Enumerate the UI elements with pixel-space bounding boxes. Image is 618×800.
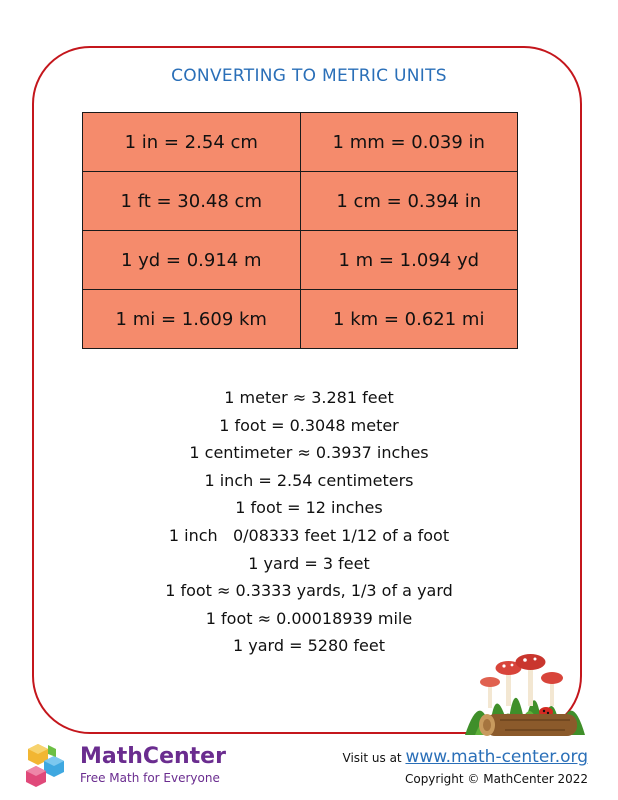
table-row	[83, 172, 518, 231]
table-cell: 1 km = 0.621 mi	[300, 290, 518, 349]
fact-line: 1 foot ≈ 0.00018939 mile	[205, 608, 413, 628]
table-cell: 1 mi = 1.609 km	[83, 290, 301, 349]
table-cell: 1 in = 2.54 cm	[83, 113, 301, 172]
fact-line: 1 yard = 3 feet	[248, 553, 370, 573]
table-cell: 1 mm = 0.039 in	[300, 113, 518, 172]
table-cell: 1 m = 1.094 yd	[300, 231, 518, 290]
website-link[interactable]: www.math-center.org	[405, 747, 588, 767]
fact-line: 1 foot ≈ 0.3333 yards, 1/3 of a yard	[165, 581, 453, 601]
mushroom-log-icon	[460, 640, 590, 740]
page-title: CONVERTING TO METRIC UNITS	[171, 66, 447, 86]
table-cell: 1 cm = 0.394 in	[300, 172, 518, 231]
visit-label: Visit us at	[342, 751, 402, 765]
fact-line: 1 inch = 2.54 centimeters	[204, 470, 414, 490]
table-row	[83, 113, 518, 172]
fact-line: 1 foot = 12 inches	[235, 498, 383, 518]
table-cell: 1 yd = 0.914 m	[83, 231, 301, 290]
table-row	[83, 231, 518, 290]
fact-line: 1 meter ≈ 3.281 feet	[224, 388, 394, 407]
facts-list	[0, 384, 618, 660]
fact-line: 1 yard = 5280 feet	[233, 636, 385, 656]
brand-name: MathCenter	[80, 744, 226, 769]
fact-line: 1 inch 0/08333 feet 1/12 of a foot	[168, 525, 450, 545]
fact-line: 1 foot = 0.3048 meter	[219, 415, 399, 435]
table-cell: 1 ft = 30.48 cm	[83, 172, 301, 231]
brand-tagline: Free Math for Everyone	[80, 771, 220, 785]
table-row	[83, 290, 518, 349]
conversion-table	[82, 112, 518, 349]
fact-line: 1 centimeter ≈ 0.3937 inches	[189, 443, 429, 463]
copyright-text: Copyright © MathCenter 2022	[404, 772, 588, 786]
cubes-logo-icon	[24, 742, 70, 788]
visit-line	[343, 747, 588, 767]
